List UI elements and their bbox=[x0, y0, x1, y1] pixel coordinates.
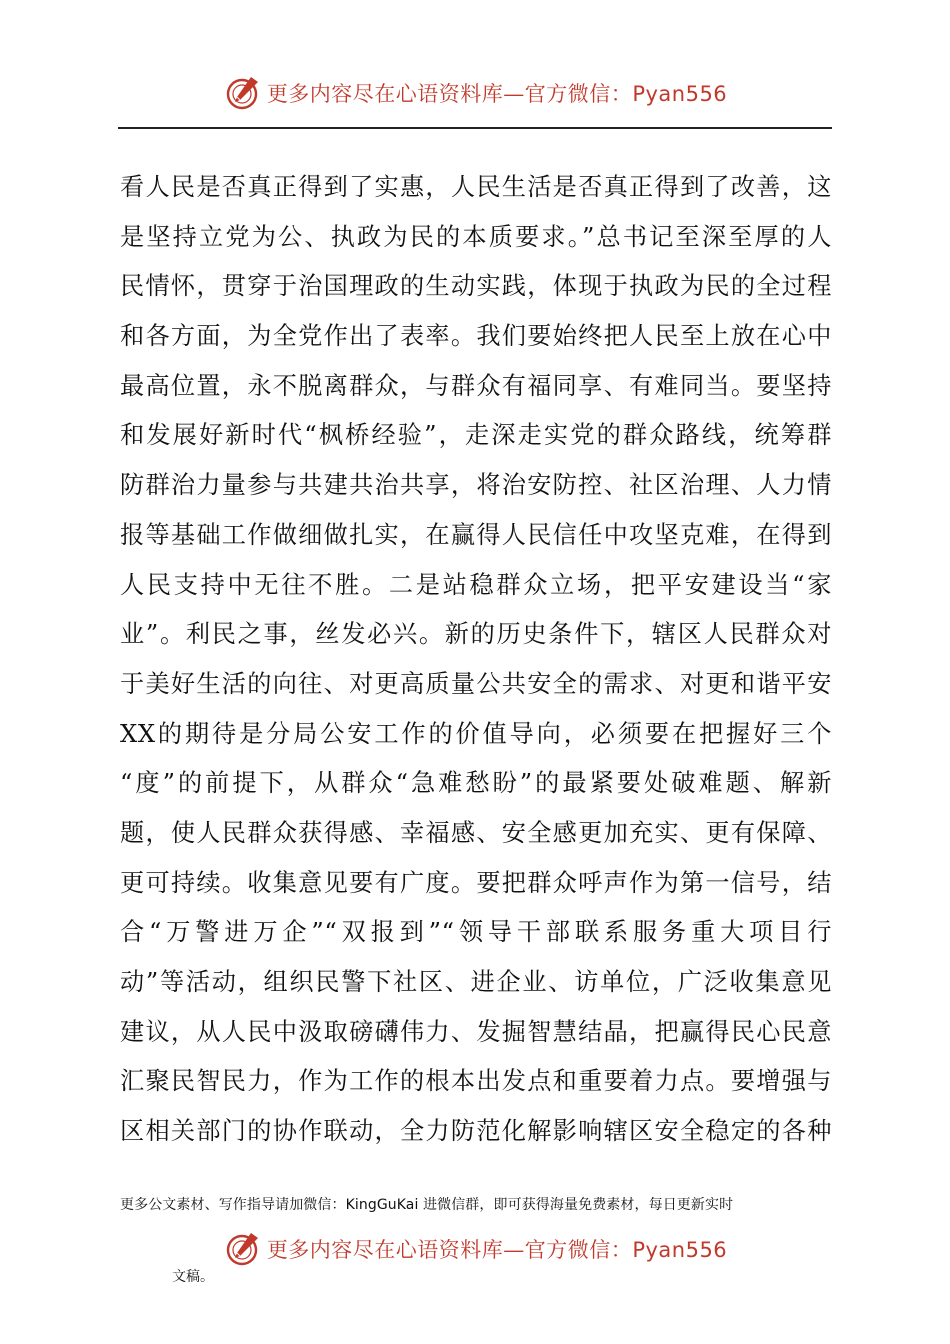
body-line: 业”。利民之事，丝发必兴。新的历史条件下，辖区人民群众对 bbox=[120, 620, 832, 649]
body-line: 汇聚民智民力，作为工作的根本出发点和重要着力点。要增强与 bbox=[120, 1067, 832, 1096]
end-note: 文稿。 bbox=[172, 1269, 214, 1285]
footer-banner-label: 更多内容尽在心语资料库—官方微信： bbox=[266, 1238, 633, 1262]
body-line: 是坚持立党为公、执政为民的本质要求。”总书记至深至厚的人 bbox=[120, 222, 832, 251]
body-line: 题，使人民群众获得感、幸福感、安全感更加充实、更有保障、 bbox=[120, 818, 832, 847]
footer-banner-id: Pyan556 bbox=[632, 1238, 728, 1262]
header-banner-id: Pyan556 bbox=[632, 82, 728, 106]
body-line: 区相关部门的协作联动，全力防范化解影响辖区安全稳定的各种 bbox=[120, 1117, 832, 1146]
header-banner-text bbox=[267, 78, 727, 108]
body-line: 合“万警进万企”“双报到”“领导干部联系服务重大项目行 bbox=[120, 918, 832, 947]
footer-banner-text bbox=[267, 1234, 727, 1264]
body-line: 更可持续。收集意见要有广度。要把群众呼声作为第一信号，结 bbox=[120, 868, 832, 897]
body-line: 报等基础工作做细做扎实，在赢得人民信任中攻坚克难，在得到 bbox=[120, 520, 832, 549]
document-body bbox=[120, 163, 832, 1157]
body-line: 建议，从人民中汲取磅礴伟力、发掘智慧结晶，把赢得民心民意 bbox=[120, 1017, 832, 1046]
header-rule bbox=[118, 127, 832, 129]
footer-banner bbox=[118, 1226, 832, 1272]
header-banner-label: 更多内容尽在心语资料库—官方微信： bbox=[266, 82, 633, 106]
body-line: 看人民是否真正得到了实惠，人民生活是否真正得到了改善，这 bbox=[120, 173, 832, 201]
body-line: 人民支持中无往不胜。二是站稳群众立场，把平安建设当“家 bbox=[120, 570, 832, 599]
body-line: “度”的前提下，从群众“急难愁盼”的最紧要处破难题、解新 bbox=[120, 769, 832, 798]
pen-logo-icon bbox=[223, 1229, 263, 1269]
pen-logo-icon bbox=[223, 73, 263, 113]
body-line: 动”等活动，组织民警下社区、进企业、访单位，广泛收集意见 bbox=[120, 968, 832, 996]
body-line: 和各方面，为全党作出了表率。我们要始终把人民至上放在心中 bbox=[120, 322, 832, 351]
body-line: 和发展好新时代“枫桥经验”，走深走实党的群众路线，统筹群 bbox=[120, 421, 832, 450]
body-line: 于美好生活的向往、对更高质量公共安全的需求、对更和谐平安 bbox=[120, 669, 832, 698]
footer-note: 更多公文素材、写作指导请加微信：KingGuKai 进微信群，即可获得海量免费素材，每日更新实时 bbox=[120, 1197, 734, 1213]
body-line: XX的期待是分局公安工作的价值导向，必须要在把握好三个 bbox=[120, 719, 832, 748]
body-line: 最高位置，永不脱离群众，与群众有福同享、有难同当。要坚持 bbox=[120, 371, 832, 400]
header-banner bbox=[118, 70, 832, 116]
body-line: 防群治力量参与共建共治共享，将治安防控、社区治理、人力情 bbox=[120, 471, 832, 500]
body-line: 民情怀，贯穿于治国理政的生动实践，体现于执政为民的全过程 bbox=[120, 272, 832, 301]
